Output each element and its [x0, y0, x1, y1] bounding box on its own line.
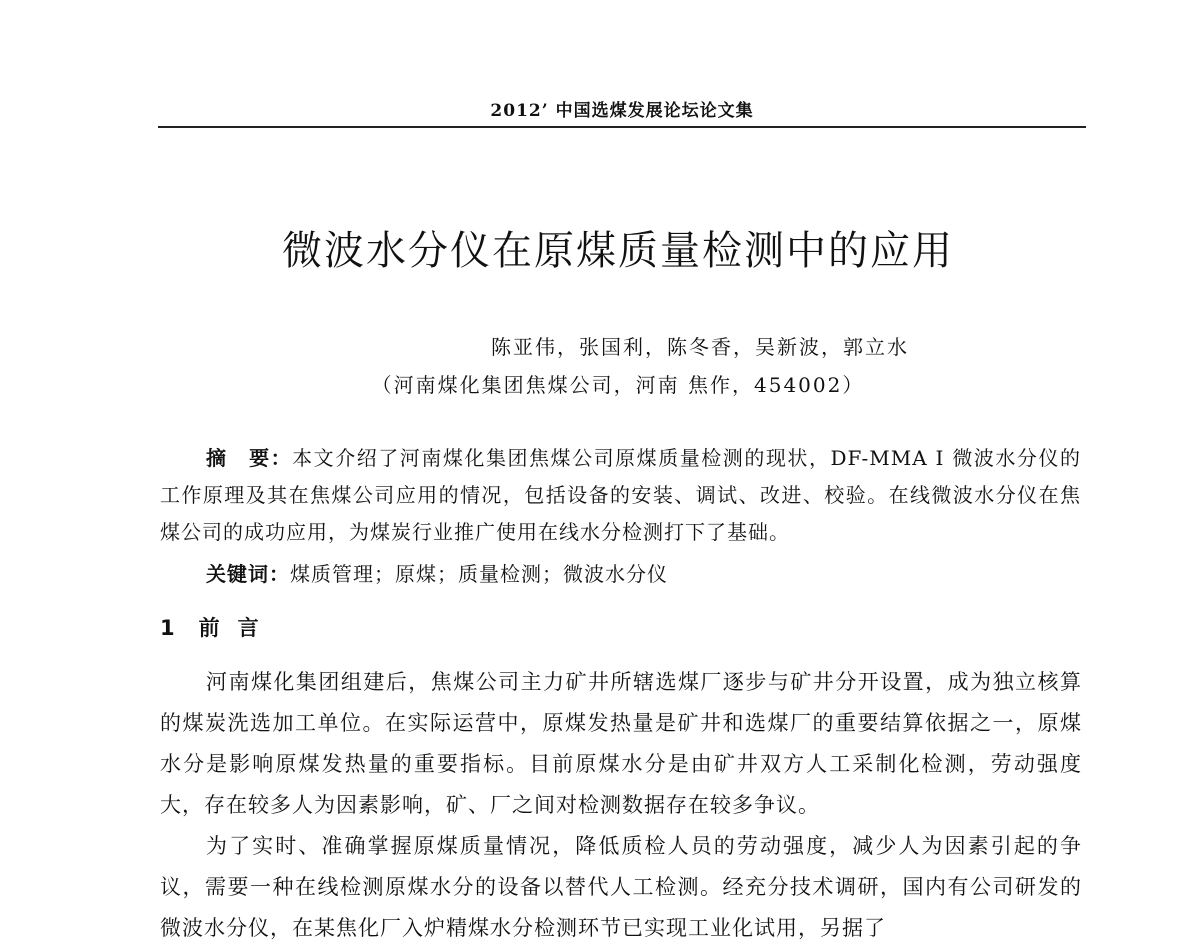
paragraph: 为了实时、准确掌握原煤质量情况，降低质检人员的劳动强度，减少人为因素引起的争议，需要一种在线检测原煤水分的设备以替代人工检测。经充分技术调研，国内有公司研发的微波水分仪，在某焦化厂入炉精煤水分检测环节已实现工业化试用，另据了: [160, 834, 1082, 940]
keywords-text: 煤质管理；原煤；质量检测；微波水分仪: [290, 562, 668, 586]
section-title: 前言: [198, 616, 277, 640]
keywords: [206, 556, 1081, 593]
section-number: 1: [160, 616, 175, 640]
abstract-label: 摘 要：: [206, 446, 293, 470]
affiliation: （河南煤化集团焦煤公司，河南 焦作，454002）: [371, 373, 865, 397]
paragraph: 河南煤化集团组建后，焦煤公司主力矿井所辖选煤厂逐步与矿井分开设置，成为独立核算的煤炭洗选加工单位。在实际运营中，原煤发热量是矿井和选煤厂的重要结算依据之一，原煤水分是影响原煤发热量的重要指标。目前原煤水分是由矿井双方人工采制化检测，劳动强度大，存在较多人为因素影响，矿、厂之间对检测数据存在较多争议。: [160, 670, 1082, 817]
keywords-label: 关键词：: [206, 562, 290, 586]
section-heading: [160, 612, 277, 644]
abstract-text: 本文介绍了河南煤化集团焦煤公司原煤质量检测的现状，DF-MMA I 微波水分仪的工作原理及其在焦煤公司应用的情况，包括设备的安装、调试、改进、校验。在线微波水分仪在焦煤公司的成功应用，为煤炭行业推广使用在线水分检测打下了基础。: [160, 446, 1081, 544]
abstract: [160, 440, 1081, 551]
paper-title: 微波水分仪在原煤质量检测中的应用: [282, 228, 954, 274]
body-text: [160, 662, 1082, 949]
header-rule: [158, 126, 1086, 128]
authors: 陈亚伟，张国利，陈冬香，吴新波，郭立水: [491, 335, 909, 359]
running-head: 2012’ 中国选煤发展论坛论文集: [490, 101, 754, 121]
